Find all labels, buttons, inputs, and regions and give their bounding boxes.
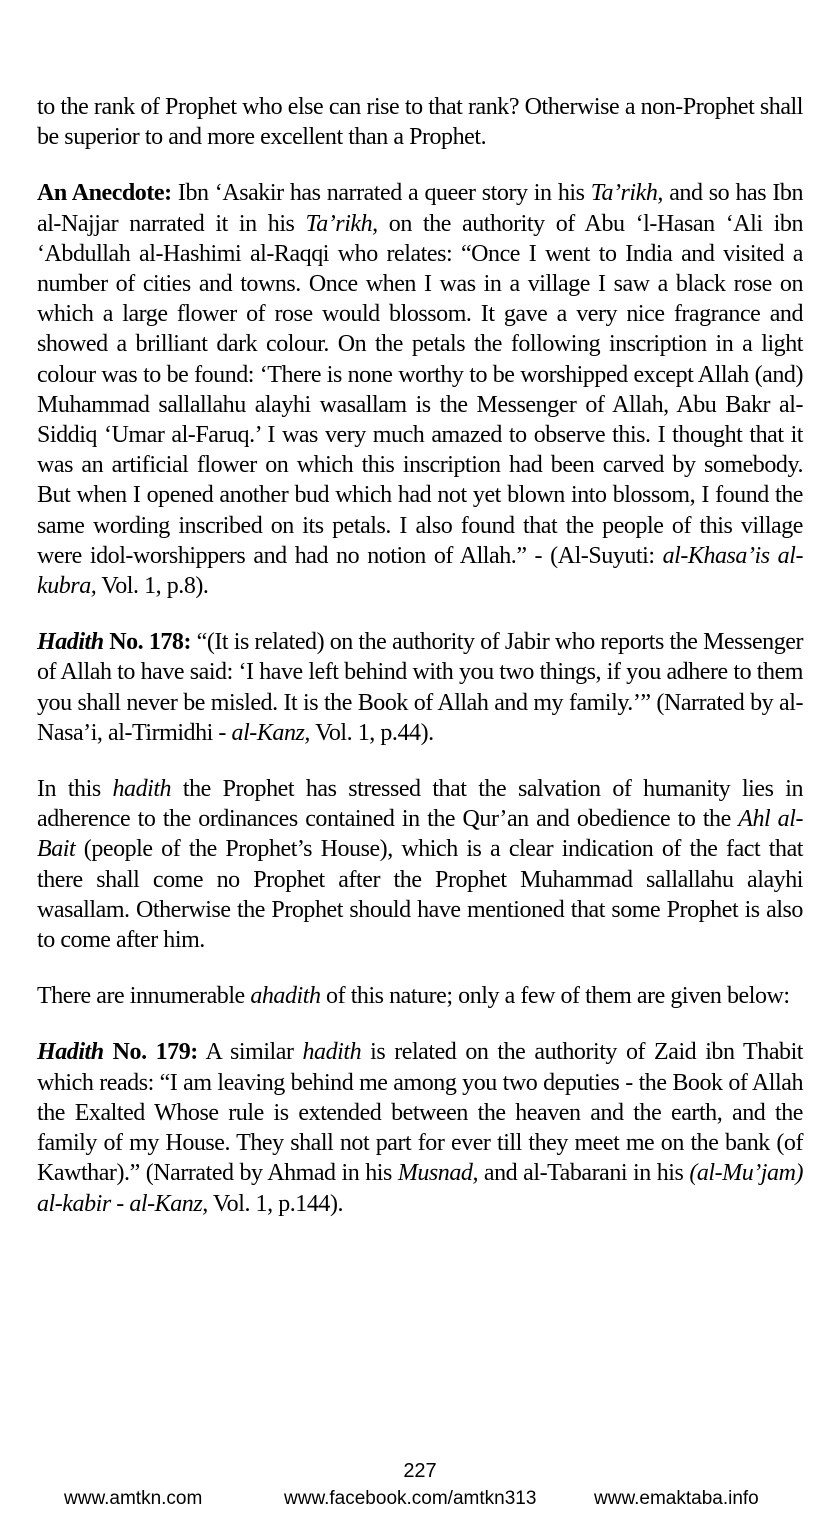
paragraph-commentary: In this hadith the Prophet has stressed that the salvation of humanity lies in adherence to the ordinances contained in the Qur’an and obedience to the Ahl al-Bait (people of the Prophet’s House), which is a clear indication of the fact that there shall come no Prophet after the Prophet Muhammad sallallahu alayhi wasallam. Otherwise the Prophet should have mentioned that some Prophet is also to come after him. — [37, 776, 803, 954]
anecdote-label: An Anecdote: — [37, 180, 172, 207]
footer-link-emaktaba[interactable]: www.emaktaba.info — [594, 1488, 759, 1509]
paragraph-hadith-178: Hadith No. 178: “(It is related) on the authority of Jabir who reports the Messenger of Allah to have said: ‘I have left behind with you two things, if you adhere to them you shall never be misled. It is the Book of Allah and my family.’” (Narrated by al-Nasa’i, al-Tirmidhi - al-Kanz, Vol. 1, p.44). — [37, 629, 803, 746]
footer-link-facebook[interactable]: www.facebook.com/amtkn313 — [284, 1488, 537, 1509]
paragraph-hadith-179: Hadith No. 179: A similar hadith is related on the authority of Zaid ibn Thabit which reads: “I am leaving behind me among you two deputies - the Book of Allah the Exalted Whose rule is extended between the heaven and the earth, and the family of my House. They shall not part for ever till they meet me on the bank (of Kawthar).” (Narrated by Ahmad in his Musnad, and al-Tabarani in his (al-Mu’jam) al-kabir - al-Kanz, Vol. 1, p.144). — [37, 1039, 804, 1217]
page-body — [37, 92, 803, 1245]
page-number: 227 — [403, 1460, 437, 1482]
paragraph-anecdote: An Anecdote: Ibn ‘Asakir has narrated a queer story in his Ta’rikh, and so has Ibn al-Najjar narrated it in his Ta’rikh, on the authority of Abu ‘l-Hasan ‘Ali ibn ‘Abdullah al-Hashimi al-Raqqi who relates: “Once I went to India and visited a number of cities and towns. Once when I was in a village I saw a black rose on which a large flower of rose would blossom. It gave a very nice fragrance and showed a brilliant dark colour. On the petals the following inscription in a light colour was to be found: ‘There is none worthy to be worshipped except Allah (and) Muhammad sallallahu alayhi wasallam is the Messenger of Allah, Abu Bakr al-Siddiq ‘Umar al-Faruq.’ I was very much amazed to observe this. I thought that it was an artificial flower on which this inscription had been carved by somebody. But when I opened another bud which had not yet blown into blossom, I found the same wording inscribed on its petals. I also found that the people of this village were idol-worshippers and had no notion of Allah.” - (Al-Suyuti: al-Khasa’is al-kubra, Vol. 1, p.8). — [37, 180, 804, 600]
hadith-179-label: Hadith No. 179: — [37, 1039, 198, 1066]
hadith-178-label: Hadith No. 178: — [37, 629, 192, 656]
paragraph-innumerable: There are innumerable ahadith of this nature; only a few of them are given below: — [37, 983, 790, 1010]
footer-link-amtkn[interactable]: www.amtkn.com — [64, 1488, 203, 1509]
paragraph-continuation: to the rank of Prophet who else can rise to that rank? Otherwise a non-Prophet shall be superior to and more excellent than a Prophet. — [37, 94, 803, 151]
